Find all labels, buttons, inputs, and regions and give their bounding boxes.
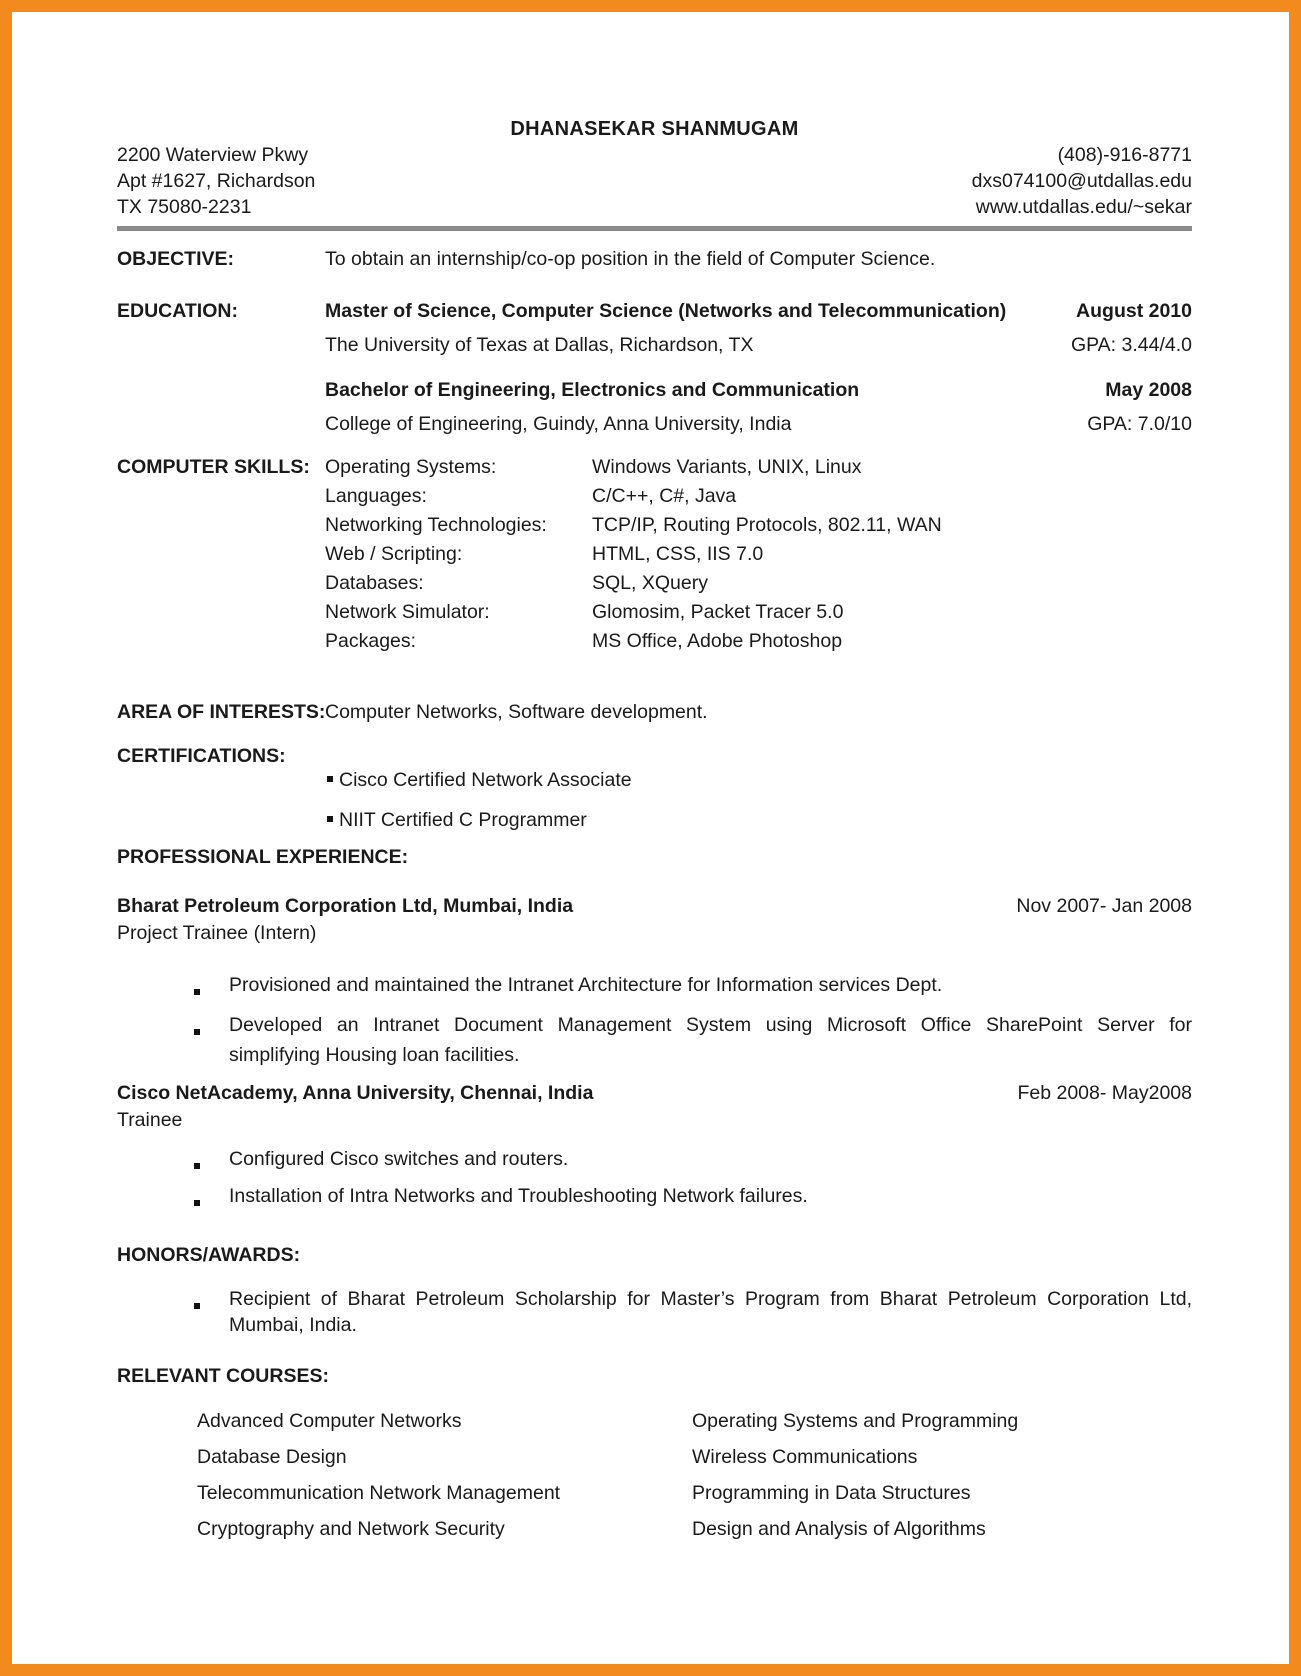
interests-text: Computer Networks, Software development.	[325, 701, 708, 723]
email-address: dxs074100@utdallas.edu	[971, 170, 1192, 192]
bullet-square-icon	[194, 1297, 200, 1315]
skill-key: Networking Technologies:	[325, 514, 547, 536]
job-role: Project Trainee (Intern)	[117, 922, 317, 944]
job-date: Feb 2008- May2008	[1017, 1082, 1192, 1104]
ms-gpa: GPA: 3.44/4.0	[1070, 334, 1192, 356]
job-bullet: Developed an Intranet Document Management System using Microsoft Office SharePoint Server for	[229, 1014, 1192, 1036]
experience-label: PROFESSIONAL EXPERIENCE:	[117, 846, 409, 868]
job-bullet-continued: simplifying Housing loan facilities.	[229, 1044, 520, 1066]
website-url: www.utdallas.edu/~sekar	[975, 196, 1192, 218]
address-line-2: Apt #1627, Richardson	[117, 170, 316, 192]
bullet-square-icon	[327, 816, 333, 822]
interests-label: AREA OF INTERESTS:	[117, 701, 326, 723]
certification-item: NIIT Certified C Programmer	[327, 809, 587, 832]
honors-label: HONORS/AWARDS:	[117, 1244, 301, 1266]
course-item: Advanced Computer Networks	[197, 1410, 462, 1432]
job-bullet: Installation of Intra Networks and Troubleshooting Network failures.	[229, 1185, 808, 1207]
header-divider	[117, 226, 1192, 231]
job-bullet: Provisioned and maintained the Intranet Architecture for Information services Dept.	[229, 974, 943, 996]
course-item: Telecommunication Network Management	[197, 1482, 561, 1504]
course-item: Cryptography and Network Security	[197, 1518, 505, 1540]
address-line-3: TX 75080-2231	[117, 196, 252, 218]
objective-text: To obtain an internship/co-op position in the field of Computer Science.	[325, 248, 936, 270]
course-item: Database Design	[197, 1446, 347, 1468]
course-item: Wireless Communications	[692, 1446, 918, 1468]
skill-value: C/C++, C#, Java	[592, 485, 737, 507]
ms-degree: Master of Science, Computer Science (Networks and Telecommunication)	[325, 300, 1007, 322]
phone-number: (408)-916-8771	[1057, 144, 1192, 166]
honor-item-continued: Mumbai, India.	[229, 1314, 357, 1336]
address-line-1: 2200 Waterview Pkwy	[117, 144, 309, 166]
skill-key: Web / Scripting:	[325, 543, 463, 565]
candidate-name: DHANASEKAR SHANMUGAM	[510, 118, 799, 140]
skill-value: MS Office, Adobe Photoshop	[592, 630, 843, 652]
job-org: Bharat Petroleum Corporation Ltd, Mumbai, India	[117, 895, 574, 917]
bullet-square-icon	[327, 776, 333, 782]
bullet-square-icon	[194, 1194, 200, 1212]
be-gpa: GPA: 7.0/10	[1087, 413, 1192, 435]
job-role: Trainee	[117, 1109, 183, 1131]
skill-key: Operating Systems:	[325, 456, 497, 478]
objective-label: OBJECTIVE:	[117, 248, 235, 270]
ms-date: August 2010	[1076, 300, 1192, 322]
honor-item: Recipient of Bharat Petroleum Scholarship for Master’s Program from Bharat Petroleum Corporation Ltd,	[229, 1288, 1192, 1310]
skill-key: Databases:	[325, 572, 424, 594]
skills-label: COMPUTER SKILLS:	[117, 456, 310, 478]
skill-value: HTML, CSS, IIS 7.0	[592, 543, 764, 565]
skill-key: Network Simulator:	[325, 601, 490, 623]
bullet-square-icon	[194, 1157, 200, 1175]
course-item: Operating Systems and Programming	[692, 1410, 1019, 1432]
courses-label: RELEVANT COURSES:	[117, 1365, 329, 1387]
be-degree: Bachelor of Engineering, Electronics and Communication	[325, 379, 860, 401]
certification-item: Cisco Certified Network Associate	[327, 769, 632, 792]
job-bullet: Configured Cisco switches and routers.	[229, 1148, 569, 1170]
skill-value: Windows Variants, UNIX, Linux	[592, 456, 862, 478]
education-label: EDUCATION:	[117, 300, 238, 322]
bullet-square-icon	[194, 983, 200, 1001]
ms-school: The University of Texas at Dallas, Richardson, TX	[325, 334, 754, 356]
be-date: May 2008	[1105, 379, 1192, 401]
skill-value: SQL, XQuery	[592, 572, 708, 594]
skill-value: TCP/IP, Routing Protocols, 802.11, WAN	[592, 514, 942, 536]
job-org: Cisco NetAcademy, Anna University, Chennai, India	[117, 1082, 594, 1104]
be-school: College of Engineering, Guindy, Anna University, India	[325, 413, 792, 435]
bullet-square-icon	[194, 1023, 200, 1041]
skill-value: Glomosim, Packet Tracer 5.0	[592, 601, 844, 623]
course-item: Programming in Data Structures	[692, 1482, 971, 1504]
job-date: Nov 2007- Jan 2008	[1016, 895, 1192, 917]
skill-key: Languages:	[325, 485, 427, 507]
course-item: Design and Analysis of Algorithms	[692, 1518, 986, 1540]
certifications-label: CERTIFICATIONS:	[117, 745, 286, 767]
skill-key: Packages:	[325, 630, 417, 652]
